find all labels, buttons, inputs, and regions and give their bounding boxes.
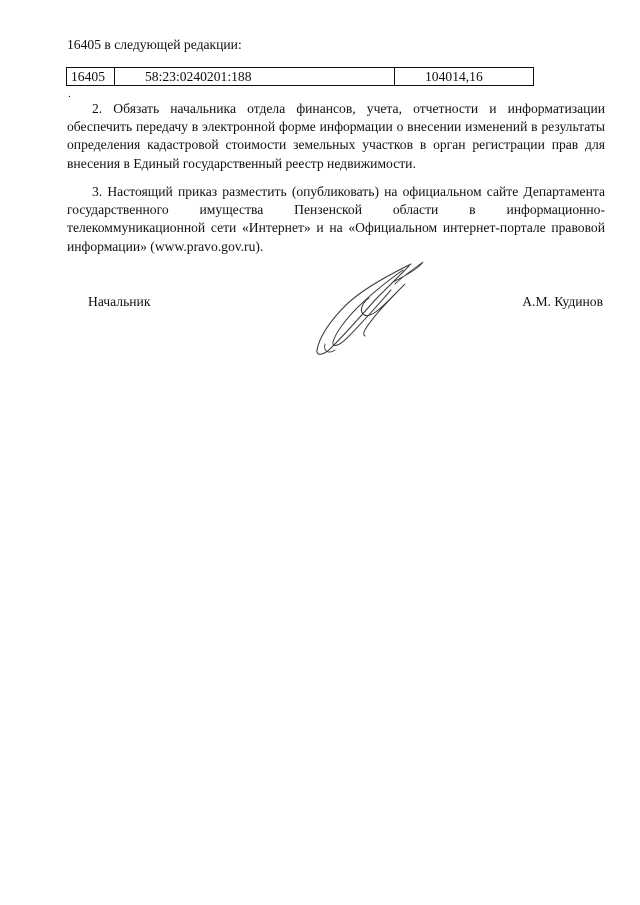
cadastral-value-table [66, 67, 534, 86]
intro-text: 16405 в следующей редакции: [67, 37, 242, 52]
table-row [67, 68, 534, 86]
parcel-number-cell: 16405 [67, 68, 115, 86]
paragraph-3: 3. Настоящий приказ разместить (опубликовать) на официальном сайте Департамента государственного имущества Пензенской области в информационно-телекоммуникационной сети «Интернет» и на «Официальном интернет-портале правовой информации» (www.pravo.gov.ru). [67, 184, 605, 254]
cadastral-number-cell: 58:23:0240201:188 [115, 68, 395, 86]
stray-dot: . [68, 88, 71, 100]
cadastral-value-cell: 104014,16 [395, 68, 534, 86]
signatory-name: А.М. Кудинов [522, 294, 603, 309]
signatory-title: Начальник [88, 294, 151, 309]
handwritten-signature [305, 258, 430, 358]
paragraph-2: 2. Обязать начальника отдела финансов, учета, отчетности и информатизации обеспечить передачу в электронной форме информации о внесении изменений в результаты определения кадастровой стоимости земельных участков в орган регистрации прав для внесения в Единый государственный реестр недвижимости. [67, 101, 605, 171]
